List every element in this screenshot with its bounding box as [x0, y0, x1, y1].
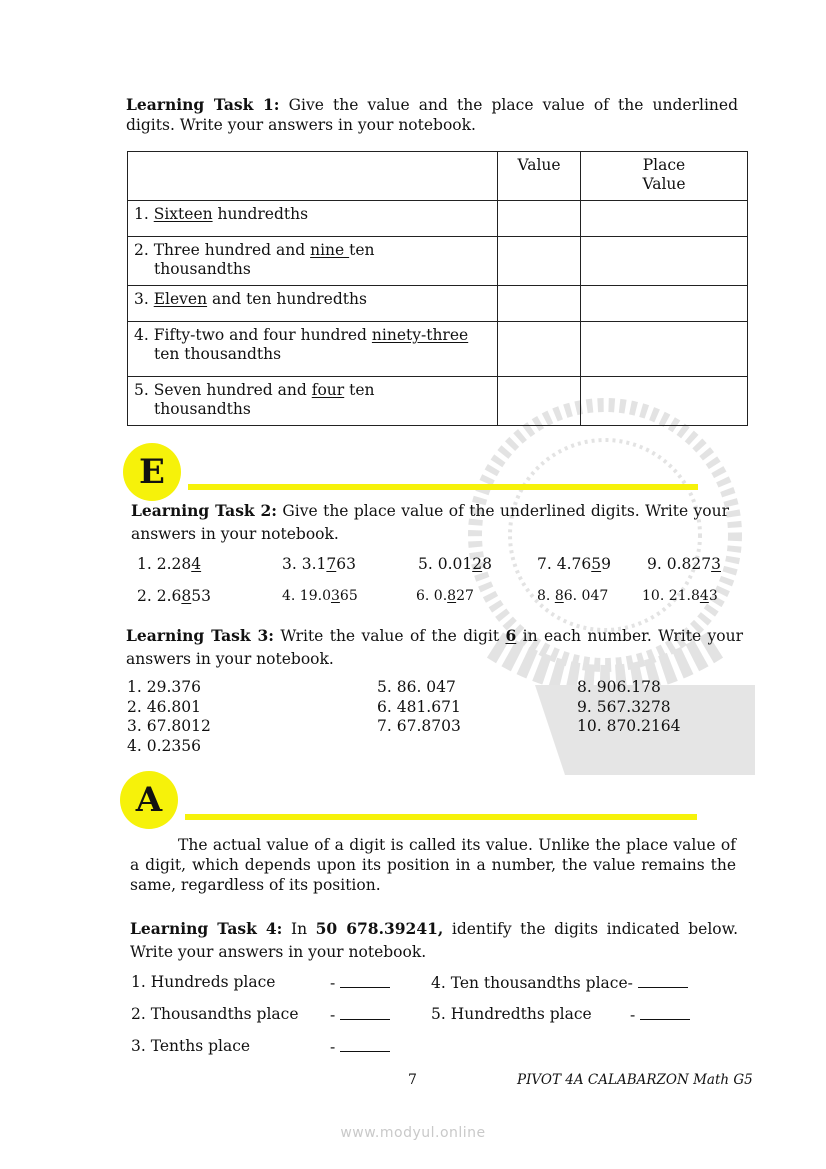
- task2-item-1: 1. 2.284: [137, 555, 202, 573]
- task3-column-1: [127, 678, 211, 757]
- task2-item-5: 5. 0.0128: [418, 555, 492, 573]
- task4-item-3: 3. Tenths place: [131, 1037, 251, 1055]
- section-a-bar: [185, 814, 697, 820]
- task4-item-2: 2. Thousandths place: [131, 1005, 299, 1023]
- row-1-value-cell: [498, 201, 581, 237]
- task1-instruction: [126, 95, 738, 135]
- row-1-place-cell: [581, 201, 748, 237]
- task4-label: Learning Task 4:: [130, 919, 283, 938]
- row-4-text: 4. Fifty-two and four hundred ninety-three ten thousandths: [128, 322, 498, 377]
- table-header-row: [128, 152, 748, 201]
- task2-item-7: 7. 4.7659: [537, 555, 611, 573]
- row-3-text: 3. Eleven and ten hundredths: [128, 286, 498, 322]
- list-item: 4. 0.2356: [127, 737, 201, 756]
- row-4-value-cell: [498, 322, 581, 377]
- watermark-url: www.modyul.online: [340, 1125, 486, 1141]
- underlined-word: Sixteen: [153, 205, 213, 223]
- table-row: [128, 237, 748, 286]
- task4-number: 50 678.39241,: [315, 919, 444, 938]
- list-item: 10. 870.2164: [577, 717, 681, 736]
- task4-item-1-blank: -: [330, 973, 390, 992]
- task1-label: Learning Task 1:: [126, 95, 280, 114]
- header-place-value: [581, 152, 748, 201]
- header-place-line2: Value: [642, 175, 686, 193]
- task3-instruction: Learning Task 3: Write the value of the digit 6 in each number. Write your answers in your notebook.: [126, 626, 744, 668]
- task3-column-3: [577, 678, 681, 737]
- table-row: [128, 201, 748, 237]
- table-row: [128, 377, 748, 426]
- task2-item-6: 6. 0.827: [416, 588, 474, 604]
- task2-instruction: [131, 499, 729, 546]
- page-number: 7: [408, 1072, 417, 1088]
- task1-text: Give the value and the place value of the underlined digits. Write your answers in your notebook.: [126, 96, 738, 134]
- header-value: Value: [498, 152, 581, 201]
- row-3-place-cell: [581, 286, 748, 322]
- task3-column-2: [377, 678, 461, 737]
- row-5-text: 5. Seven hundred and four ten thousandths: [128, 377, 498, 426]
- table-row: [128, 322, 748, 377]
- row-3-value-cell: [498, 286, 581, 322]
- underlined-word: ninety-three: [371, 326, 469, 344]
- row-2-text: 2. Three hundred and nine ten thousandths: [128, 237, 498, 286]
- value-table: [127, 151, 748, 426]
- list-item: 8. 906.178: [577, 678, 661, 696]
- list-item: 7. 67.8703: [377, 717, 461, 736]
- row-5-value-cell: [498, 377, 581, 426]
- underlined-word: Eleven: [153, 290, 208, 308]
- underlined-word: nine: [310, 241, 350, 259]
- task4-item-4: 4. Ten thousandths place-: [431, 973, 688, 992]
- task2-item-2: 2. 2.6853: [137, 587, 211, 605]
- task4-item-5-blank: -: [630, 1005, 690, 1024]
- list-item: 6. 481.671: [377, 697, 461, 716]
- task4-instruction: Learning Task 4: In 50 678.39241, identify the digits indicated below. Write your answers in your notebook.: [130, 919, 738, 961]
- row-4-place-cell: [581, 322, 748, 377]
- task4-item-1: 1. Hundreds place: [131, 973, 276, 991]
- section-e-bar: [188, 484, 698, 490]
- task2-text: Give the place value of the underlined digits. Write your answers in your notebook.: [131, 502, 729, 543]
- badge-a: A: [120, 771, 178, 829]
- task4-item-2-blank: -: [330, 1005, 390, 1024]
- list-item: 5. 86. 047: [377, 678, 456, 696]
- list-item: 9. 567.3278: [577, 697, 671, 716]
- row-2-value-cell: [498, 237, 581, 286]
- task3-label: Learning Task 3:: [126, 626, 274, 645]
- row-1-text: 1. Sixteen hundredths: [128, 201, 498, 237]
- task2-label: Learning Task 2:: [131, 501, 278, 520]
- task2-item-10: 10. 21.843: [642, 588, 718, 604]
- value-definition-paragraph: The actual value of a digit is called its value. Unlike the place value of a digit, which depends upon its position in a number, the value remains the same, regardless of its position.: [130, 836, 736, 894]
- table-row: [128, 286, 748, 322]
- list-item: 1. 29.376: [127, 678, 201, 696]
- task2-item-4: 4. 19.0365: [282, 588, 358, 604]
- list-item: 2. 46.801: [127, 697, 201, 716]
- task3-digit: 6: [505, 626, 517, 645]
- list-item: 3. 67.8012: [127, 717, 211, 736]
- task2-item-3: 3. 3.1763: [282, 555, 356, 573]
- header-place-line1: Place: [642, 156, 686, 174]
- task4-item-5: 5. Hundredths place: [431, 1005, 592, 1023]
- task4-item-3-blank: -: [330, 1037, 390, 1056]
- underlined-word: four: [311, 381, 345, 399]
- task2-item-9: 9. 0.8273: [647, 555, 721, 573]
- task2-item-8: 8. 86. 047: [537, 588, 609, 604]
- row-5-place-cell: [581, 377, 748, 426]
- row-2-place-cell: [581, 237, 748, 286]
- footer-title: PIVOT 4A CALABARZON Math G5: [517, 1072, 753, 1088]
- badge-e: E: [123, 443, 181, 501]
- header-blank: [128, 152, 498, 201]
